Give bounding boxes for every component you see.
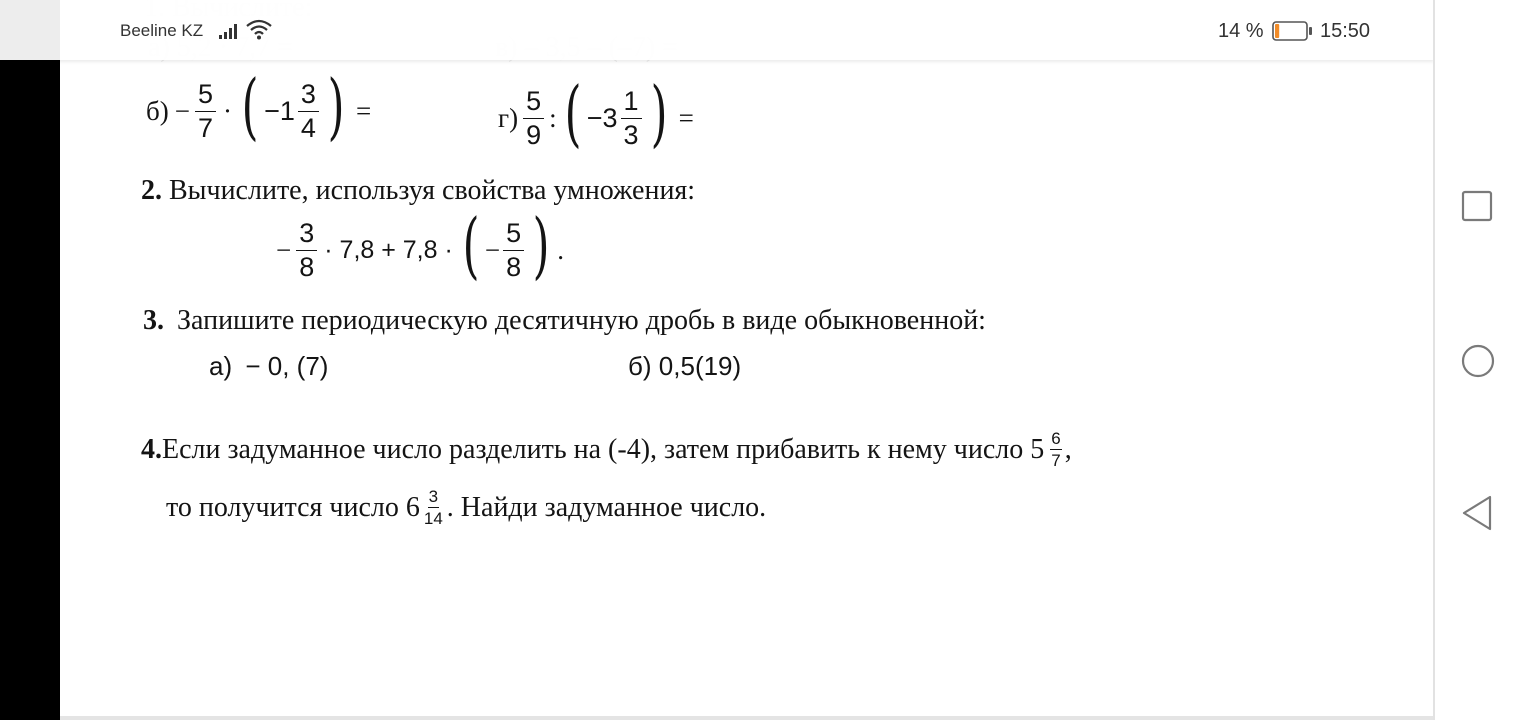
task3-a (209, 353, 328, 379)
task2-number: 2. (141, 175, 162, 206)
mixed-fraction (298, 78, 319, 143)
task4-number: 4. (141, 433, 162, 465)
fraction-denominator: 8 (299, 251, 315, 282)
fraction-numerator: 5 (523, 88, 544, 119)
mixed-fraction (621, 85, 642, 150)
task3-b-value: 0,5(19) (658, 351, 742, 381)
mixed-whole: 1 (279, 95, 295, 126)
task3-b (628, 353, 741, 379)
multiply-dot: · (223, 95, 232, 126)
fraction-numerator: 3 (296, 220, 317, 251)
task4-fraction-2 (423, 488, 444, 527)
fraction-denominator: 7 (197, 112, 213, 143)
task4-line1 (141, 430, 1072, 469)
fraction-denominator: 8 (506, 251, 522, 282)
triangle-back-icon[interactable] (1461, 494, 1493, 532)
task1-g-expression (498, 71, 694, 155)
task3-number: 3. (143, 305, 164, 336)
equals-sign: = (356, 95, 372, 126)
task3-a-label: а) (209, 351, 233, 381)
left-paren: ( (241, 64, 259, 148)
right-paren: ) (532, 203, 550, 287)
task4-text-1: Если задуманное число разделить на (-4), затем прибавить к нему число 5 (162, 433, 1045, 465)
fraction-numerator: 3 (428, 487, 439, 506)
navigation-bar (1435, 0, 1520, 720)
task4-text-2: то получится число 6 (166, 491, 420, 523)
document-bottom-edge (60, 716, 1434, 720)
right-paren: ) (650, 71, 668, 155)
battery-percent: 14 % (1218, 20, 1264, 42)
task4-comma: , (1064, 433, 1072, 465)
mixed-whole: 3 (602, 102, 618, 133)
signal-bars-icon (218, 22, 242, 40)
task2-fraction-1 (296, 217, 317, 282)
period: . (557, 234, 565, 265)
fraction-denominator: 9 (526, 119, 542, 150)
task2-fraction-2 (503, 217, 524, 282)
mixed-minus: − (586, 102, 603, 133)
task3-b-label: б) (628, 351, 652, 381)
division-colon: : (549, 102, 557, 133)
fraction-numerator: 1 (621, 88, 642, 119)
fraction-denominator: 3 (623, 119, 639, 150)
status-bar (0, 0, 1434, 60)
fraction-numerator: 3 (298, 81, 319, 112)
task1-g-label: г) (498, 102, 519, 133)
circle-home-icon[interactable] (1460, 343, 1496, 379)
wifi-icon (246, 19, 272, 40)
task1-b-fraction (195, 78, 216, 143)
square-recents-icon[interactable] (1461, 190, 1493, 222)
task1-g-fraction (523, 85, 544, 150)
task1-b-label: б) (146, 95, 169, 126)
task3-statement (143, 307, 986, 335)
left-paren: ( (564, 71, 582, 155)
fraction-numerator: 6 (1051, 429, 1061, 448)
right-paren: ) (327, 64, 345, 148)
task1-b-expression (146, 64, 372, 148)
task4-line2 (166, 488, 766, 527)
task4-text-3: . Найди задуманное число. (446, 491, 767, 523)
task3-text: Запишите периодическую десятичную дробь в виде обыкновенной: (177, 305, 986, 336)
fraction-denominator: 7 (1051, 451, 1061, 470)
fraction-denominator: 14 (423, 509, 443, 528)
left-paren: ( (462, 203, 480, 287)
carrier-label: Beeline KZ (120, 21, 204, 40)
left-black-bar (0, 0, 60, 720)
fraction-numerator: 5 (195, 81, 216, 112)
task2-expression (276, 203, 565, 287)
mixed-minus: − (264, 95, 280, 126)
task1-b-minus: − (174, 95, 190, 126)
task4-fraction-1 (1050, 430, 1061, 469)
task2-statement (141, 177, 695, 205)
equals-sign: = (678, 102, 694, 133)
inner-minus: − (484, 234, 501, 265)
task2-minus: − (276, 234, 292, 265)
task3-a-value: − 0, (7) (245, 351, 329, 381)
fraction-denominator: 4 (300, 112, 316, 143)
fraction-numerator: 5 (503, 220, 524, 251)
task2-middle-terms: · 7,8 + 7,8 · (324, 235, 453, 264)
clock: 15:50 (1320, 20, 1371, 42)
battery-low-icon (1272, 21, 1314, 41)
task2-text: Вычислите, используя свойства умножения: (169, 175, 696, 206)
